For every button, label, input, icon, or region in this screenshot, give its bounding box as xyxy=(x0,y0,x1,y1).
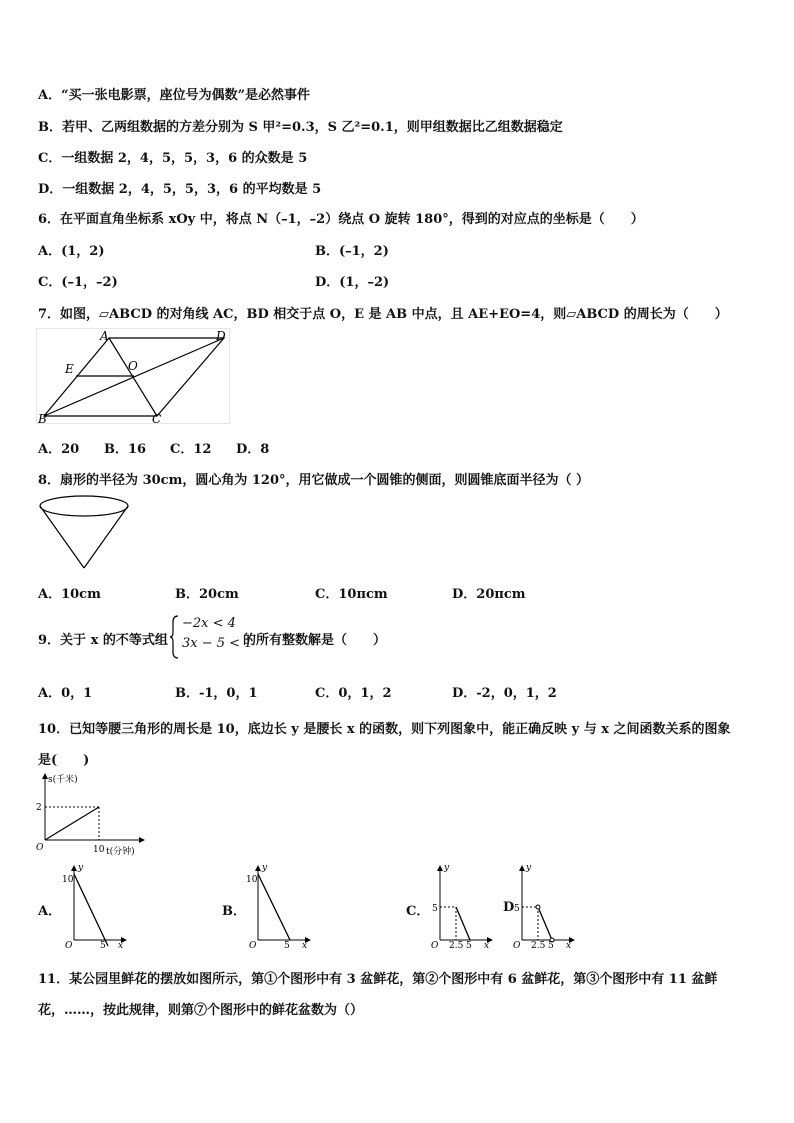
inequality-2: 3x − 5 < 1 xyxy=(182,636,253,651)
option-d-ylabel: y xyxy=(526,863,532,873)
option-d-graph xyxy=(508,860,578,950)
q11-stem-line2: 花，……，按此规律，则第⑦个图形中的鲜花盆数为（） xyxy=(38,1003,364,1018)
q9-option-d: D．-2，0，1，2 xyxy=(452,686,557,701)
parallelogram-figure xyxy=(36,328,232,426)
q5-option-b: B．若甲、乙两组数据的方差分别为 S 甲²=0.3，S 乙²=0.1，则甲组数据比乙组数据稳定 xyxy=(38,120,563,135)
option-b-y-tick: 10 xyxy=(246,875,258,885)
q8-option-c: C．10πcm xyxy=(315,587,388,602)
option-b-xlabel: x xyxy=(302,941,308,950)
option-d-y-tick: 5 xyxy=(514,904,520,914)
point-label-o: O xyxy=(128,359,138,373)
q7-option-c: C．12 xyxy=(170,442,212,457)
q5-option-d: D．一组数据 2，4，5，5，3，6 的平均数是 5 xyxy=(38,182,322,197)
q6-option-c: C．(–1，–2) xyxy=(38,275,118,290)
q6-stem: 6．在平面直角坐标系 xOy 中，将点 N（–1，–2）绕点 O 旋转 180°，得到的对应点的坐标是（ ） xyxy=(38,212,644,227)
option-c-y-tick: 5 xyxy=(432,904,438,914)
vertex-label-a: A xyxy=(100,329,109,343)
option-a-ylabel: y xyxy=(78,863,84,873)
option-d-xlabel: x xyxy=(566,941,572,950)
brace-icon xyxy=(170,614,180,660)
q10-option-c-letter: C． xyxy=(406,904,430,919)
option-b-ylabel: y xyxy=(262,863,268,873)
option-d-origin: O xyxy=(513,941,521,950)
q10-option-b-letter: B． xyxy=(222,904,246,919)
q6-option-d: D．(1，–2) xyxy=(315,275,390,290)
q9-option-a: A．0，1 xyxy=(38,686,93,701)
q10-option-a-letter: A． xyxy=(38,904,62,919)
q6-option-b: B．(–1，2) xyxy=(315,244,389,259)
ref-y-tick: 2 xyxy=(36,803,42,813)
option-c-xlabel: x xyxy=(484,941,490,950)
option-b-origin: O xyxy=(249,941,257,950)
option-b-graph xyxy=(244,860,314,950)
vertex-label-d: D xyxy=(216,329,226,343)
cone-figure xyxy=(36,494,136,574)
ref-xlabel: t(分钟) xyxy=(106,847,135,857)
q9-option-c: C．0，1，2 xyxy=(315,686,392,701)
q10-stem-line2: 是( ) xyxy=(38,753,90,768)
option-a-x-tick: 5 xyxy=(100,941,106,950)
q10-option-d-letter: D xyxy=(503,900,515,915)
option-d-x-tick-1: 2.5 xyxy=(531,941,546,950)
q6-option-a: A．(1，2) xyxy=(38,244,105,259)
option-d-x-tick-2: 5 xyxy=(548,941,554,950)
option-c-x-tick-1: 2.5 xyxy=(449,941,464,950)
vertex-label-c: C xyxy=(152,412,162,426)
q7-option-a: A．20 xyxy=(38,442,80,457)
point-label-e: E xyxy=(65,362,74,376)
q7-stem: 7．如图，▱ABCD 的对角线 AC，BD 相交于点 O，E 是 AB 中点，且 AE+EO=4，则▱ABCD 的周长为（ ） xyxy=(38,307,728,322)
q5-option-c: C．一组数据 2，4，5，5，3，6 的众数是 5 xyxy=(38,151,308,166)
ref-origin: O xyxy=(36,843,44,853)
option-a-origin: O xyxy=(65,941,73,950)
reference-graph xyxy=(30,770,148,858)
parallelogram-lines xyxy=(44,338,224,416)
q8-option-d: D．20πcm xyxy=(452,587,526,602)
q7-option-d: D．8 xyxy=(236,442,270,457)
ref-ylabel: s(千米) xyxy=(48,775,78,785)
option-c-origin: O xyxy=(431,941,439,950)
option-a-y-tick: 10 xyxy=(62,875,74,885)
q5-option-a: A．“买一张电影票，座位号为偶数”是必然事件 xyxy=(38,88,311,103)
option-c-ylabel: y xyxy=(444,863,450,873)
q9-stem-suffix: 的所有整数解是（ ） xyxy=(243,633,387,648)
vertex-label-b: B xyxy=(38,412,47,426)
q8-option-b: B．20cm xyxy=(175,587,239,602)
q11-stem-line1: 11．某公园里鲜花的摆放如图所示，第①个图形中有 3 盆鲜花，第②个图形中有 6 盆鲜花，第③个图形中有 11 盆鲜 xyxy=(38,972,718,987)
q8-option-a: A．10cm xyxy=(38,587,101,602)
q8-stem: 8．扇形的半径为 30cm，圆心角为 120°，用它做成一个圆锥的侧面，则圆锥底面半径为（ ） xyxy=(38,473,590,488)
option-c-x-tick-2: 5 xyxy=(466,941,472,950)
option-a-graph xyxy=(60,860,130,950)
inequality-1: −2x < 4 xyxy=(182,616,236,631)
ref-x-tick: 10 xyxy=(93,845,105,855)
q9-stem-prefix: 9．关于 x 的不等式组 xyxy=(38,633,168,648)
option-a-xlabel: x xyxy=(118,941,124,950)
q9-option-b: B．-1，0，1 xyxy=(175,686,258,701)
q10-stem-line1: 10．已知等腰三角形的周长是 10，底边长 y 是腰长 x 的函数，则下列图象中，能正确反映 y 与 x 之间函数关系的图象 xyxy=(38,722,731,737)
q7-option-b: B．16 xyxy=(104,442,147,457)
option-b-x-tick: 5 xyxy=(284,941,290,950)
inequality-system xyxy=(182,614,252,654)
option-c-graph xyxy=(426,860,496,950)
